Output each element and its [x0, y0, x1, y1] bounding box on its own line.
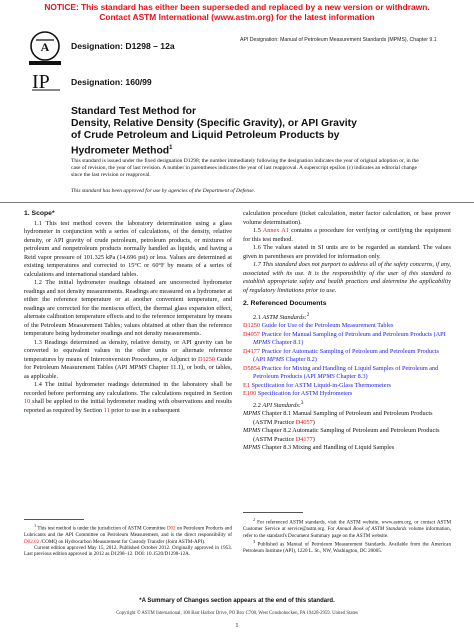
standard-issuance-note: This standard is issued under the fixed designation D1298; the number immediately following the designation indicates the year of original adoption or, in the case of revision, the year of last revision. A number in parentheses indicates the year of last reapproval. A superscript epsilon (ε) indicates an editorial change since the last revision or reapproval.: [71, 158, 419, 178]
p14-text-c: prior to use in a subsequent: [109, 406, 180, 414]
p14-text-b: shall be applied to the initial hydrometer reading with observations and results reported as required by Section: [24, 398, 232, 414]
link-section-10[interactable]: 10: [24, 398, 31, 405]
api-ref-text: Chapter 8.1 Manual Sampling of Petroleum and Petroleum Products (ASTM Practice: [253, 410, 433, 426]
link-d02-02[interactable]: D02.02: [24, 538, 40, 545]
ref-code[interactable]: E100: [243, 390, 257, 398]
page-number: 1: [235, 622, 239, 629]
ip-logo-icon: [30, 70, 64, 92]
ref-title[interactable]: Practice for Automatic Sampling of Petroleum and Petroleum Products (API MPMS Chapter 8.2): [253, 347, 439, 364]
footnote-1: [24, 523, 232, 545]
p13-text-a: 1.3 Readings determined as density, relative density, or API gravity can be converted to equivalent values in the other units or alternate reference temperatures by means of Interconversion Procedures, or Adjunct to: [24, 338, 232, 363]
paragraph-1-6: 1.6 The values stated in SI units are to be regarded as standard. The values given in parentheses are provided for information only.: [243, 244, 451, 260]
api-ref-mpms: MPMS: [243, 427, 261, 435]
api-reference-list: [243, 410, 451, 453]
reference-item: [243, 331, 451, 348]
astm-standards-heading: [243, 311, 451, 323]
api-ref-text: Chapter 8.3 Mixing and Handling of Liquid Samples: [260, 444, 395, 452]
astm-std-num: 2.1: [253, 313, 263, 321]
ref-code[interactable]: D4057: [243, 330, 261, 338]
api-std-label: API Standards:: [262, 401, 301, 409]
link-section-11[interactable]: 11: [103, 406, 110, 414]
astm-std-fnmark: 2: [306, 311, 310, 318]
paragraph-1-1: 1.1 This test method covers the laboratory determination using a glass hydrometer in conjunction with a series of calculations, of the density, relative density, or API gravity of crude petroleum, petroleum products, or mixtures of petroleum and nonpetroleum products normally handled as liquids, and having a Reid vapor pressure of 101.325 kPa (14.696 psi) or less. Values are determined at existing temperatures and corrected to 15°C or 60°F by means of a series of calculations and international standard tables.: [24, 219, 232, 278]
title-line-4: Hydrometer Method: [71, 145, 170, 157]
ref-title[interactable]: Guide for Use of the Petroleum Measurement Tables: [260, 322, 394, 330]
reference-item: [243, 348, 451, 365]
summary-of-changes-note: *A Summary of Changes section appears at the end of this standard.: [139, 598, 335, 604]
api-ref-tail: ): [312, 418, 315, 426]
supersession-notice: [0, 2, 474, 22]
svg-text:IP: IP: [32, 71, 50, 92]
notice-line-1: NOTICE: This standard has either been superseded and replaced by a new version or withdrawn.: [44, 2, 430, 12]
ref-title[interactable]: Specification for ASTM Hydrometers: [256, 390, 353, 398]
ref-code[interactable]: E1: [243, 381, 250, 389]
astm-logo-icon: [27, 30, 63, 66]
api-ref-code[interactable]: D4057: [295, 418, 313, 426]
p15-text-b: contains a procedure for verifying or certifying the equipment for this test method.: [243, 227, 452, 243]
p13-text-b: Guide for Petroleum Measurement Tables (API: [24, 355, 233, 371]
dod-approval-note: This standard has been approved for use by agencies of the Department of Defense.: [71, 188, 256, 194]
reference-item: [243, 382, 451, 391]
link-d02[interactable]: D02: [166, 525, 176, 532]
api-ref-text: Chapter 8.2 Automatic Sampling of Petroleum and Petroleum Products (ASTM Practice: [253, 427, 440, 443]
api-ref-tail: ): [312, 435, 315, 443]
footnote-3: $^3$ Published as Manual of Petroleum Measurement Standards. Available from the American Petroleum Institute (API), 1220 L. St., NW, Washington, DC 20005.: [243, 538, 451, 554]
designation-astm: Designation: D1298 – 12a: [71, 41, 175, 51]
ref-title[interactable]: Specification for ASTM Liquid-in-Glass Thermometers: [249, 381, 391, 389]
api-reference-item: [243, 444, 451, 453]
scope-heading: 1. Scope*: [24, 210, 55, 217]
title-footnote-mark: 1: [169, 145, 173, 151]
header-divider: [0, 202, 474, 203]
api-reference-item: [243, 410, 451, 427]
api-standards-heading: [243, 399, 451, 411]
ref-code[interactable]: D1250: [243, 322, 261, 330]
right-column: [243, 210, 451, 453]
designation-ip: Designation: 160/99: [71, 77, 152, 87]
paragraph-1-4: [24, 381, 232, 415]
reference-item: [243, 365, 451, 382]
api-ref-code[interactable]: D4177: [295, 435, 313, 443]
link-d1250[interactable]: D1250: [197, 355, 215, 363]
left-footnote-divider: [24, 519, 84, 520]
notice-line-2: Contact ASTM International (www.astm.org) for the latest information: [99, 12, 375, 22]
p14-text-a: 1.4 The initial hydrometer readings determined in the laboratory shall be recorded before performing any calculations. The calculations required in Section: [24, 381, 232, 397]
p13-mpms: MPMS: [129, 364, 147, 371]
api-designation: API Designation: Manual of Petroleum Measurement Standards (MPMS), Chapter 9.1: [240, 37, 437, 43]
right-footnotes: [243, 517, 451, 554]
fn1-text-c: /COMQ on Hydrocarbon Measurement for Custody Transfer (Joint ASTM-API).: [39, 538, 206, 545]
fn1-text-b: on Petroleum Products and Lubricants and the API Committee on Petroleum Measurement, and is the direct responsibility of: [24, 525, 232, 539]
ref-code[interactable]: D4177: [243, 347, 261, 355]
paragraph-continued: calculation procedure (ticket calculation, meter factor calculation, or base prover volume determination).: [243, 210, 451, 226]
api-ref-mpms: MPMS: [243, 444, 261, 452]
p13-text-c: Chapter 11.1), or both, or tables, as applicable.: [24, 364, 232, 380]
left-footnotes: [24, 523, 232, 558]
fn1-text-a: This test method is under the jurisdiction of ASTM Committee: [37, 525, 167, 532]
ref-code[interactable]: D5854: [243, 364, 261, 372]
footnote-2-mark: 2: [253, 517, 256, 522]
reference-item: [243, 322, 451, 331]
p15-text-a: 1.5: [253, 227, 263, 234]
reference-item: [243, 390, 451, 399]
copyright-line: Copyright © ASTM International, 100 Barr Harbor Drive, PO Box C700, West Conshohocken, PA 19428-2959. United States: [116, 611, 358, 616]
api-std-fnmark: 3: [300, 399, 304, 406]
paragraph-1-7: 1.7 This standard does not purport to address all of the safety concerns, if any, associated with its use. It is the responsibility of the user of this standard to establish appropriate safety and health practices and determine the applicability of regulatory limitations prior to use.: [243, 261, 451, 294]
footnote-3-mark: 3: [253, 538, 256, 544]
title-line-3: of Crude Petroleum and Liquid Petroleum Products by: [71, 130, 340, 141]
left-column: [24, 210, 232, 415]
footnote-1-edition: Current edition approved May 15, 2012. Published October 2012. Originally approved in 1953. Last previous edition approved in 2012 as D1298–12. DOI: 10.1520/D1298-12A.: [24, 544, 232, 558]
api-std-num: 2.2: [253, 401, 263, 409]
paragraph-1-3: [24, 339, 232, 382]
api-reference-item: [243, 427, 451, 444]
api-ref-mpms: MPMS: [243, 410, 261, 418]
right-footnote-divider: [243, 512, 303, 513]
footnote-1-mark: 1: [34, 523, 37, 528]
astm-std-label: ASTM Standards:: [262, 313, 307, 321]
svg-text:A: A: [40, 40, 50, 54]
paragraph-1-2: 1.2 The initial hydrometer readings obtained are uncorrected hydrometer readings and not density measurements. Readings are measured on a hydrometer at either the reference temperature or at another convenient temperature, and readings are corrected for the meniscus effect, the thermal glass expansion effect, alternate calibration temperature effects and to the reference temperature by means of the Petroleum Measurement Tables; values obtained at other than the reference temperature being hydrometer readings and not density measurements.: [24, 279, 232, 337]
link-annex-a1[interactable]: Annex A1: [262, 227, 289, 234]
astm-reference-list: [243, 322, 451, 399]
document-title: [71, 106, 421, 157]
referenced-documents-heading: 2. Referenced Documents: [243, 300, 327, 307]
title-line-2: Density, Relative Density (Specific Gravity), or API Gravity: [71, 118, 357, 129]
footnote-2: $^2$ For referenced ASTM standards, visit the ASTM website, www.astm.org, or contact ASTM Customer Service at service@astm.org. For Annual Book of ASTM Standards volume information, refer to the standard's Document Summary page on the ASTM website.: [243, 517, 451, 539]
title-line-1: Standard Test Method for: [71, 106, 197, 117]
paragraph-1-5: [243, 227, 451, 244]
ref-title[interactable]: Practice for Manual Sampling of Petroleum and Petroleum Products (API MPMS Chapter 8.1): [253, 330, 446, 347]
ref-title[interactable]: Practice for Mixing and Handling of Liquid Samples of Petroleum and Petroleum Products (API MPMS Chapter 8.3): [253, 364, 439, 381]
